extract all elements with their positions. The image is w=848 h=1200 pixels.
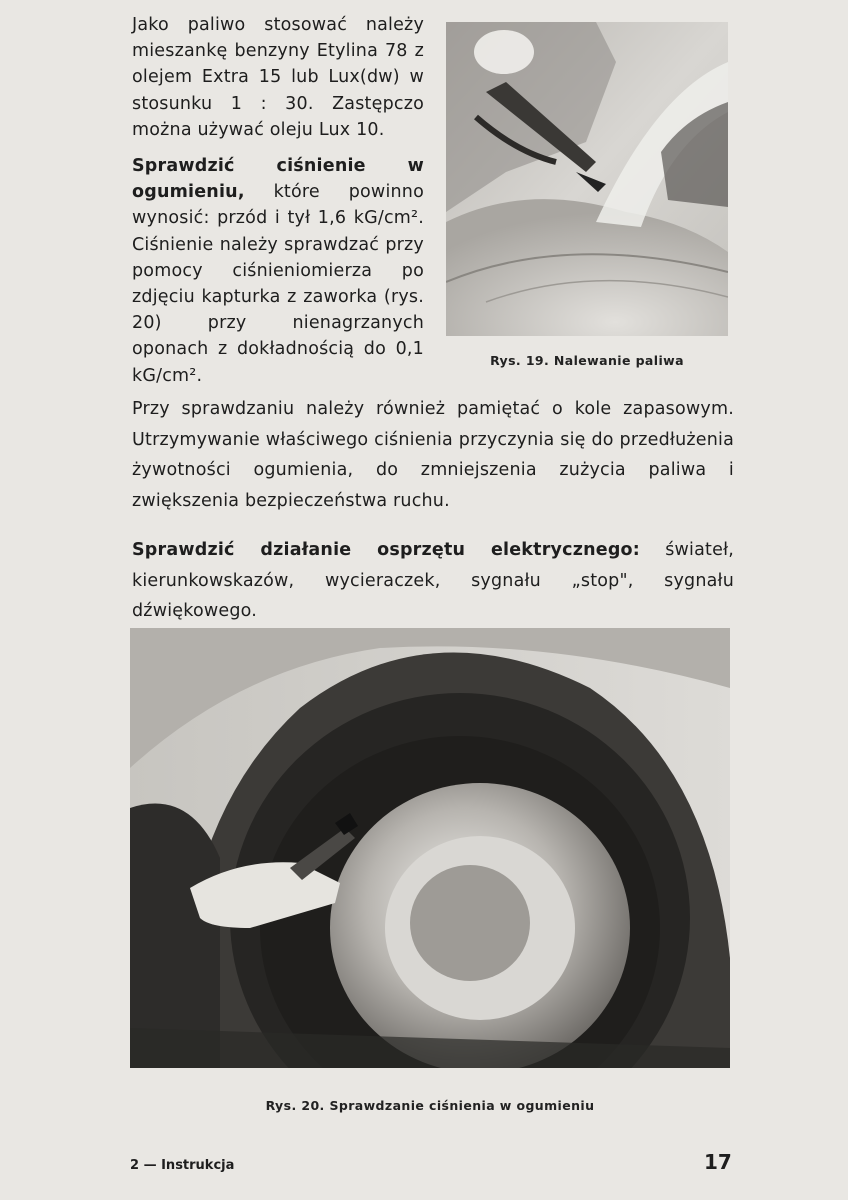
electrical-heading: Sprawdzić działanie osprzętu elektrycznego: (132, 540, 640, 560)
intro-paragraph: Jako paliwo stosować należy mieszankę benzyny Etylina 78 z olejem Extra 15 lub Lux(dw) w stosunku 1 : 30. Zastępczo można używać oleju Lux 10. (132, 15, 424, 140)
page-number: 17 (704, 1150, 732, 1174)
figure-19-caption: Rys. 19. Nalewanie paliwa (490, 353, 684, 368)
figure-20-caption: Rys. 20. Sprawdzanie ciśnienia w ogumieniu (265, 1098, 595, 1113)
text-column-top (132, 12, 424, 399)
spare-wheel-paragraph: Przy sprawdzaniu należy również pamiętać o kole zapasowym. Utrzymywanie właściwego ciśnienia przyczynia się do przedłużenia żywotności ogumienia, do zmniejszenia zużycia paliwa i zwiększenia bezpieczeństwa ruchu. (132, 399, 734, 511)
tyre-pressure-text: które powinno wynosić: przód i tył 1,6 kG/cm². Ciśnienie należy sprawdzać przy pomocy ciśnieniomierza po zdjęciu kapturka z zaworka (rys. 20) przy nienagrzanych oponach z dokładnością do 0,1 kG/cm². (132, 182, 424, 386)
tyre-pressure-heading: Sprawdzić ciśnienie w ogumieniu, (132, 156, 424, 203)
electrical-paragraph (132, 535, 734, 627)
figure-20-photo (130, 628, 730, 1068)
printer-signature: 2 — Instrukcja (130, 1158, 235, 1173)
tyre-pressure-paragraph (132, 153, 424, 389)
electrical-text: świateł, kierunkowskazów, wycieraczek, sygnału „stop", sygnału dźwiękowego. (132, 540, 734, 622)
figure-19-photo (446, 22, 728, 336)
